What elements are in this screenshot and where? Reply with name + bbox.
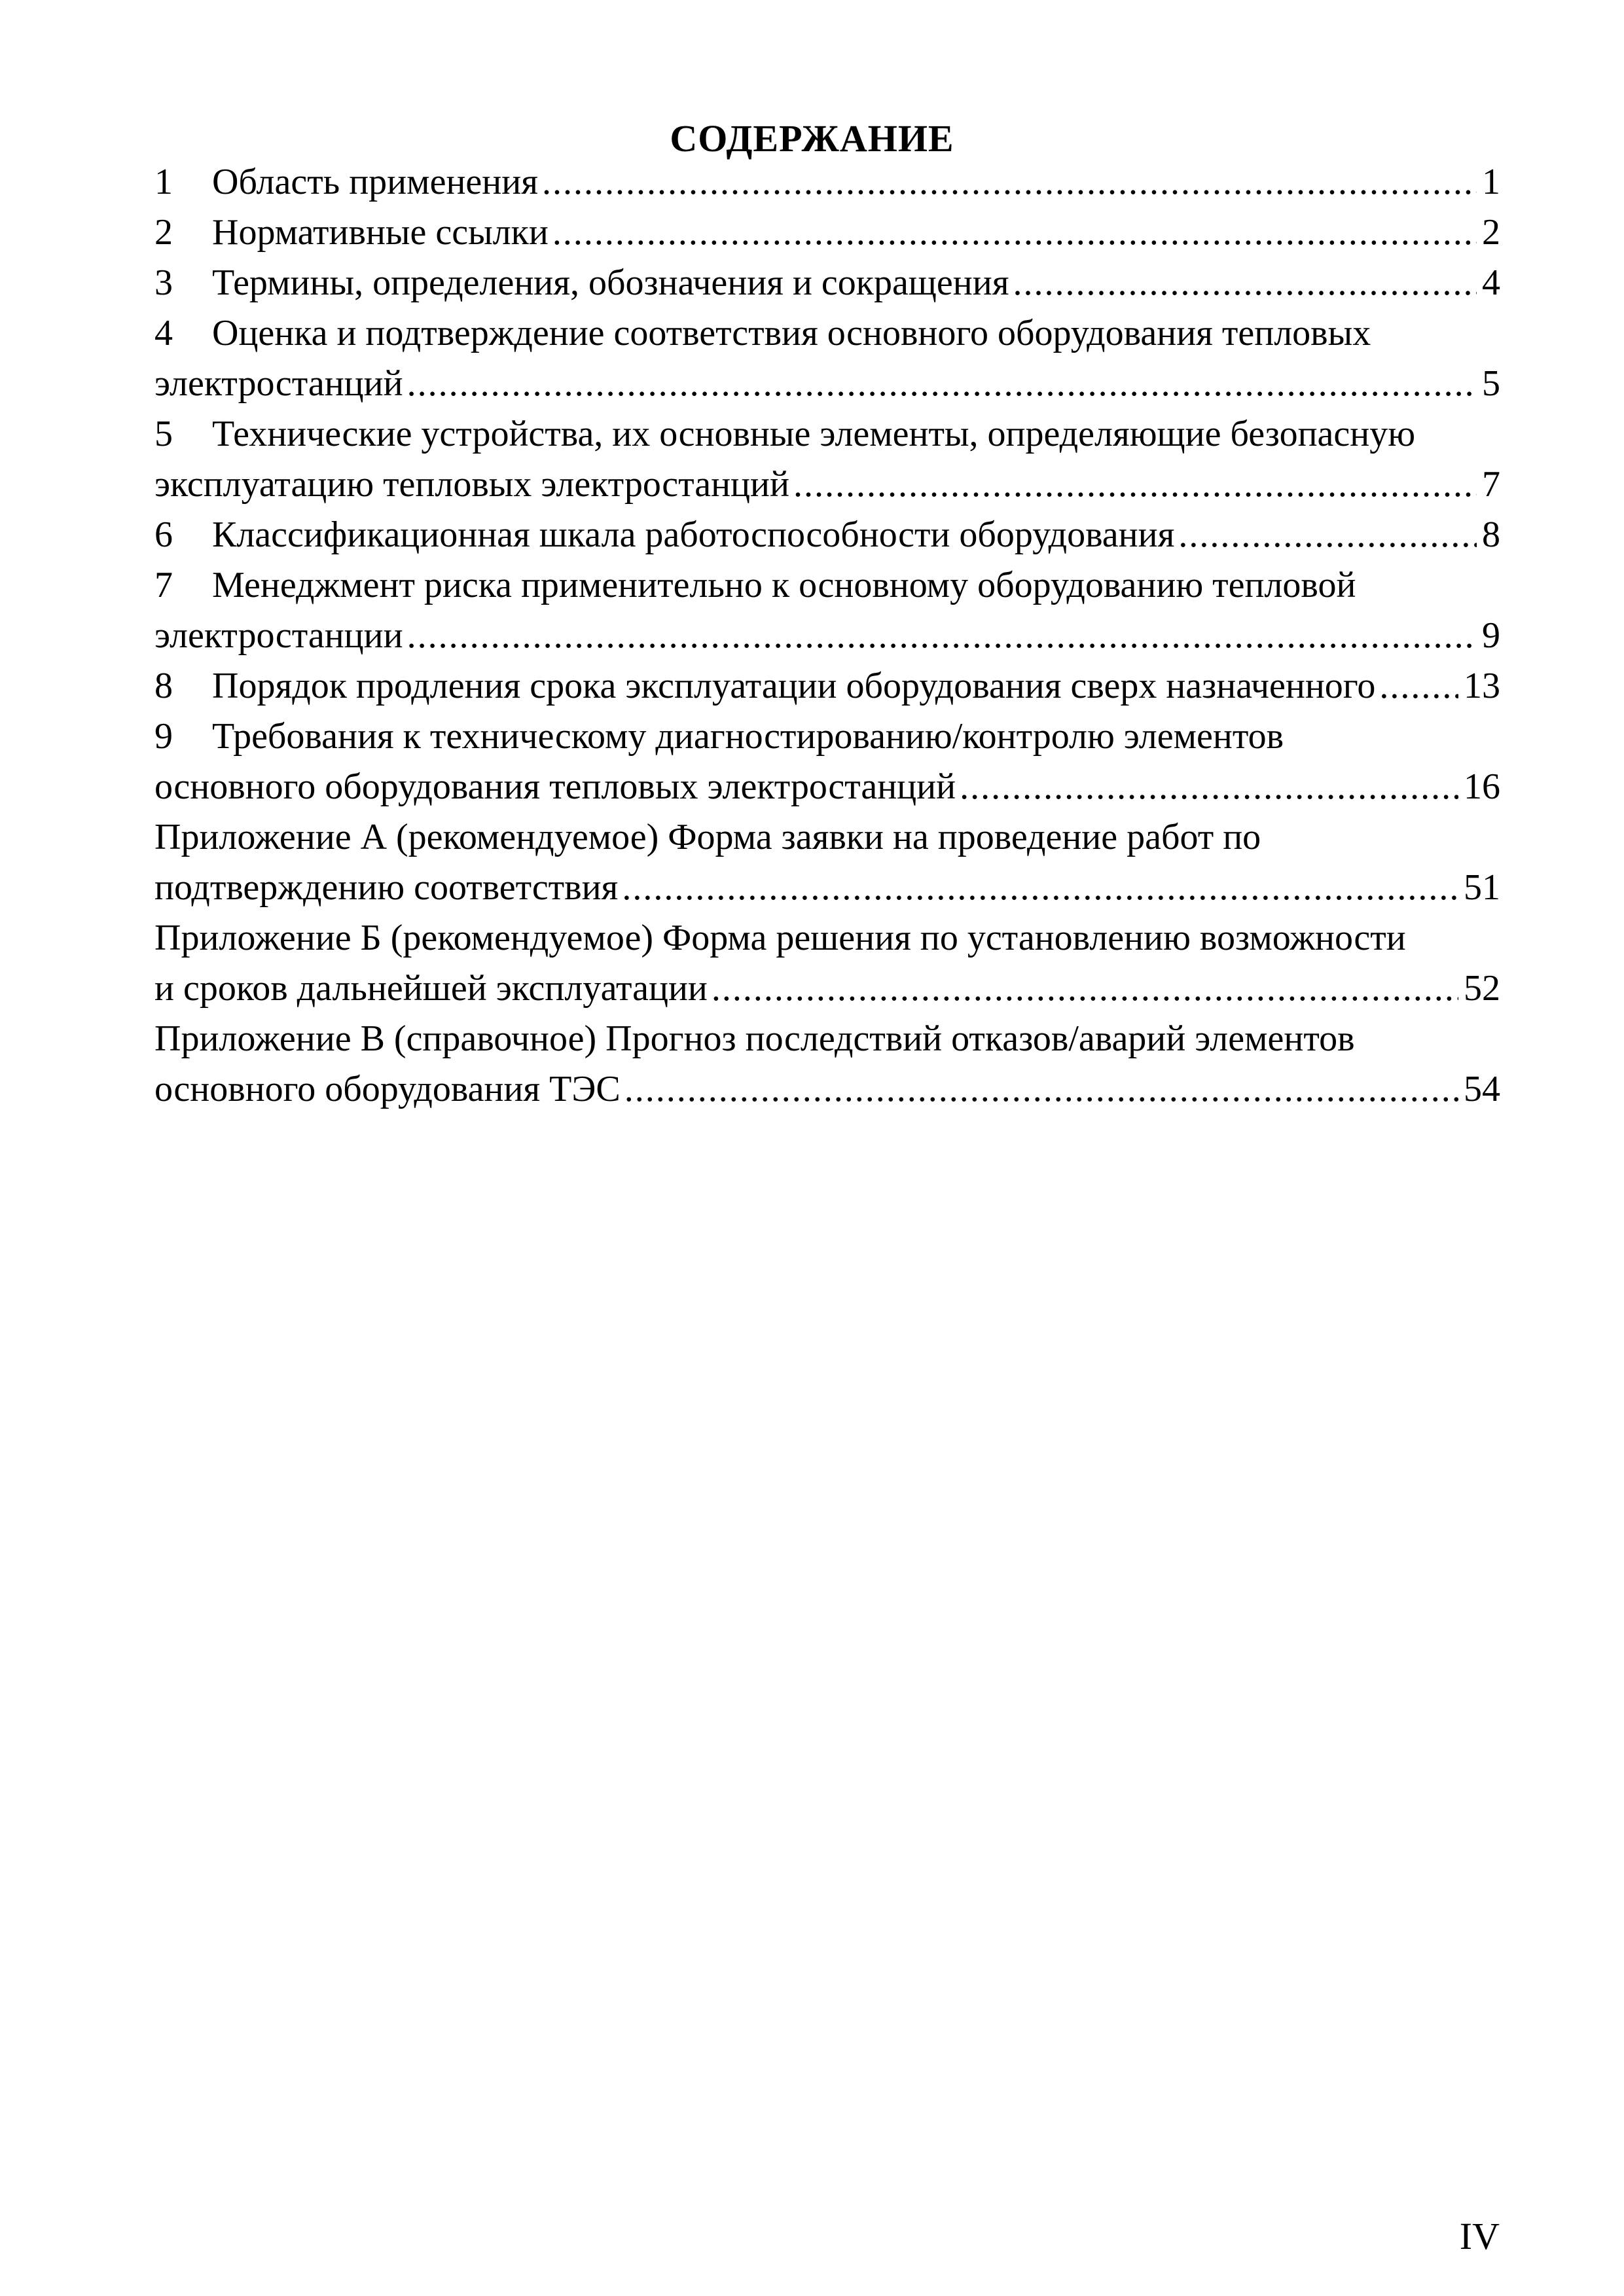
toc-page-number: 13: [1464, 666, 1500, 706]
toc-entry-title-continued: и сроков дальнейшей эксплуатации: [154, 968, 708, 1009]
toc-page-number: 52: [1464, 968, 1500, 1009]
toc-entry-title: Термины, определения, обозначения и сокращения: [212, 262, 1009, 303]
toc-leader-dots: [624, 1064, 1458, 1115]
toc-line: [154, 913, 1500, 963]
toc-page-number: 8: [1482, 514, 1500, 555]
toc-line: [154, 560, 1500, 611]
toc-entry[interactable]: [154, 308, 1500, 409]
toc-entry[interactable]: [154, 661, 1500, 711]
toc-leader-dots: [960, 762, 1458, 812]
toc-page-number: 16: [1464, 766, 1500, 807]
toc-page-number: 2: [1482, 212, 1500, 253]
toc-entry-title-continued: основного оборудования ТЭС: [154, 1069, 621, 1109]
toc-line: [154, 157, 1500, 207]
toc-entry-text: [154, 661, 1379, 711]
toc-line: [154, 863, 1500, 913]
toc-entry-text: [154, 510, 1178, 560]
toc-entry-text: [154, 207, 552, 258]
toc-entry-title: Область применения: [212, 162, 538, 202]
toc-entry-number: 5: [154, 414, 173, 454]
toc-line: [154, 409, 1500, 459]
toc-line: [154, 308, 1500, 359]
toc-leader-dots: [1178, 510, 1477, 560]
toc-entry-title: Нормативные ссылки: [212, 212, 549, 253]
toc-leader-dots: [1013, 258, 1477, 308]
toc-entry[interactable]: [154, 207, 1500, 258]
toc-line: [154, 963, 1500, 1014]
toc-entry-number: 2: [154, 212, 173, 253]
toc-entry[interactable]: [154, 711, 1500, 812]
toc-entry-appendix-a[interactable]: [154, 812, 1500, 913]
toc-entry-title-continued: основного оборудования тепловых электростанций: [154, 766, 956, 807]
toc-entry-number: 9: [154, 716, 173, 757]
toc-line: [154, 711, 1500, 762]
toc-line: [154, 510, 1500, 560]
toc-line: [154, 459, 1500, 510]
toc-entry[interactable]: [154, 409, 1500, 510]
toc-leader-dots: [1379, 661, 1458, 711]
toc-entry-appendix-b[interactable]: [154, 913, 1500, 1014]
toc-entry-title-continued: электростанции: [154, 615, 403, 656]
toc-entry-number: 7: [154, 565, 173, 605]
toc-line: [154, 661, 1500, 711]
toc-line: [154, 207, 1500, 258]
toc-entry-title: Требования к техническому диагностированию/контролю элементов: [212, 716, 1284, 757]
toc-entry-title: Приложение Б (рекомендуемое) Форма решения по установлению возможности: [154, 918, 1406, 958]
toc-page-number: 9: [1482, 615, 1500, 656]
toc-leader-dots: [622, 863, 1458, 913]
toc-entry-number: 1: [154, 162, 173, 202]
toc-entry-number: 6: [154, 514, 173, 555]
toc-entry-number: 8: [154, 666, 173, 706]
toc-page-number: 4: [1482, 262, 1500, 303]
toc-page-number: 7: [1482, 464, 1500, 505]
toc-entry[interactable]: [154, 157, 1500, 207]
toc-line: [154, 359, 1500, 409]
toc-leader-dots: [407, 611, 1477, 661]
toc-page-number: 1: [1482, 162, 1500, 202]
toc-entry-number: 3: [154, 262, 173, 303]
toc-entry-title: Приложение В (справочное) Прогноз последствий отказов/аварий элементов: [154, 1018, 1355, 1059]
toc-line: [154, 812, 1500, 863]
toc-entry[interactable]: [154, 560, 1500, 661]
toc-entry-title: Приложение А (рекомендуемое) Форма заявки на проведение работ по: [154, 817, 1261, 857]
toc-page-number: 5: [1482, 363, 1500, 404]
toc-line: [154, 258, 1500, 308]
toc-entry-title: Порядок продления срока эксплуатации оборудования сверх назначенного: [212, 666, 1376, 706]
toc-entry-title-continued: эксплуатацию тепловых электростанций: [154, 464, 789, 505]
toc-entry-appendix-v[interactable]: [154, 1014, 1500, 1115]
toc-entry[interactable]: [154, 258, 1500, 308]
toc-entry[interactable]: [154, 510, 1500, 560]
toc-line: [154, 762, 1500, 812]
toc-entry-number: 4: [154, 313, 173, 353]
toc-entry-title: Оценка и подтверждение соответствия основного оборудования тепловых: [212, 313, 1371, 353]
toc-leader-dots: [793, 459, 1477, 510]
toc-entry-title: Технические устройства, их основные элементы, определяющие безопасную: [212, 414, 1416, 454]
toc-page-number: 51: [1464, 867, 1500, 908]
page-number-footer: IV: [1459, 2215, 1500, 2257]
toc-leader-dots: [712, 963, 1458, 1014]
toc-entry-title-continued: электростанций: [154, 363, 403, 404]
toc-entry-title-continued: подтверждению соответствия: [154, 867, 619, 908]
toc-line: [154, 1064, 1500, 1115]
toc-entry-text: [154, 258, 1013, 308]
toc-leader-dots: [407, 359, 1477, 409]
toc-line: [154, 1014, 1500, 1064]
toc-leader-dots: [542, 157, 1477, 207]
toc-page-number: 54: [1464, 1069, 1500, 1109]
table-of-contents: [154, 157, 1500, 1115]
toc-entry-text: [154, 157, 542, 207]
toc-leader-dots: [552, 207, 1477, 258]
toc-line: [154, 611, 1500, 661]
toc-entry-title: Классификационная шкала работоспособности оборудования: [212, 514, 1175, 555]
toc-title: СОДЕРЖАНИЕ: [670, 117, 954, 160]
toc-entry-title: Менеджмент риска применительно к основному оборудованию тепловой: [212, 565, 1356, 605]
